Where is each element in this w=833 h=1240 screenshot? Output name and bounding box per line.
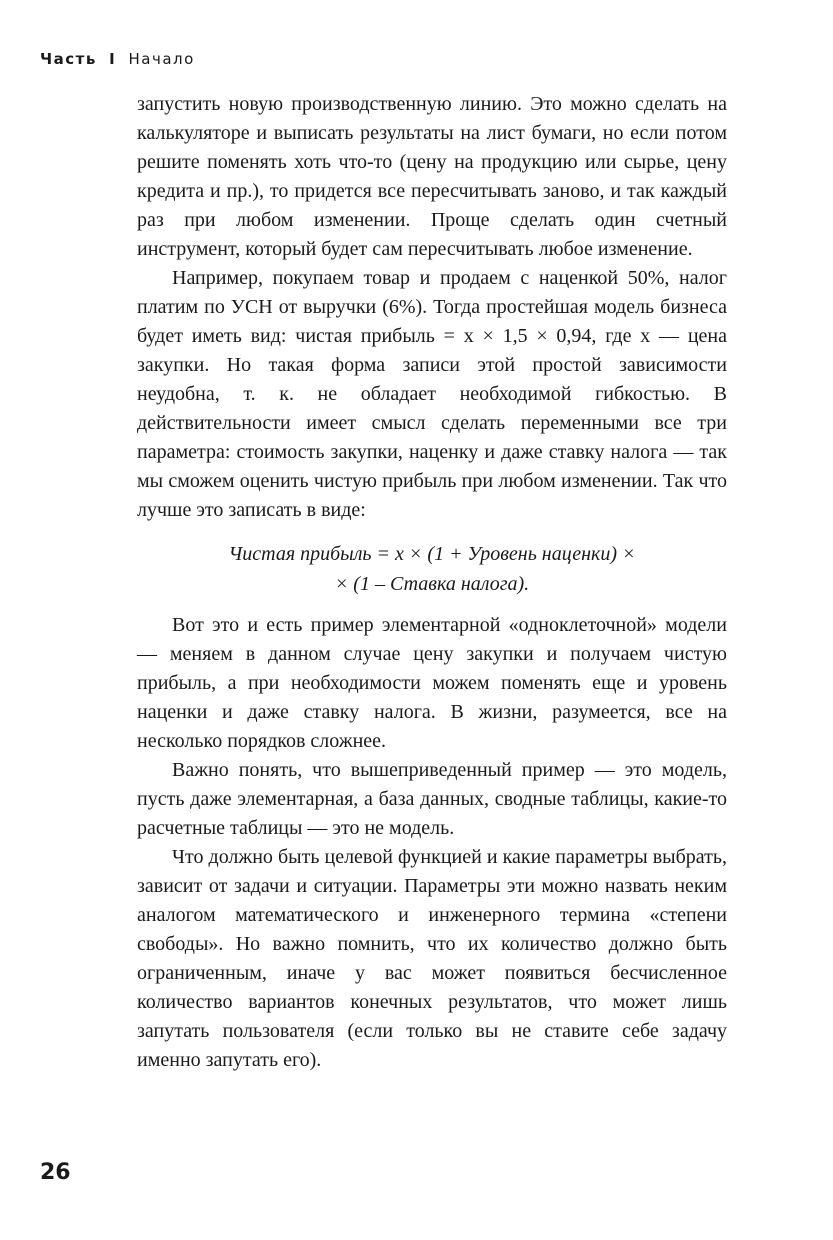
formula: [137, 539, 727, 599]
paragraph-3: Вот это и есть пример элементарной «одноклеточной» модели — меняем в данном случае цену закупки и получаем чистую прибыль, а при необходимости можем поменять еще и уровень наценки и даже ставку налога. В жизни, разумеется, все на несколько порядков сложнее.: [137, 614, 727, 752]
running-head-chapter: Начало: [128, 50, 195, 68]
page-number: 26: [40, 1160, 71, 1185]
running-head-part-number: I: [109, 50, 117, 68]
paragraph-2: Например, покупаем товар и продаем с наценкой 50%, налог платим по УСН от выручки (6%). Тогда простейшая модель бизнеса будет иметь вид: чистая прибыль = x × 1,5 × 0,94, где x — цена закупки. Но такая форма записи этой простой зависимости неудобна, т. к. не обладает необходимой гибкостью. В действительности имеет смысл сделать переменными все три параметра: стоимость закупки, наценку и даже ставку налога — так мы сможем оценить чистую прибыль при любом изменении. Так что лучше это записать в виде:: [137, 267, 727, 521]
formula-line-1: Чистая прибыль = x × (1 + Уровень наценки) ×: [228, 543, 636, 565]
paragraph-4: Важно понять, что вышеприведенный пример — это модель, пусть даже элементарная, а база данных, сводные таблицы, какие-то расчетные таблицы — это не модель.: [137, 759, 727, 839]
body-text: [137, 90, 727, 1075]
formula-line-2: × (1 – Ставка налога).: [334, 573, 530, 595]
paragraph-1: запустить новую производственную линию. Это можно сделать на калькуляторе и выписать результаты на лист бумаги, но если потом решите поменять хоть что-то (цену на продукцию или сырье, цену кредита и пр.), то придется все пересчитывать заново, и так каждый раз при любом изменении. Проще сделать один счетный инструмент, который будет сам пересчитывать любое изменение.: [137, 93, 727, 260]
running-head: [40, 50, 195, 68]
running-head-part: Часть: [40, 50, 97, 68]
paragraph-5: Что должно быть целевой функцией и какие параметры выбрать, зависит от задачи и ситуации. Параметры эти можно назвать неким аналогом математического и инженерного термина «степени свободы». Но важно помнить, что их количество должно быть ограниченным, иначе у вас может появиться бесчисленное количество вариантов конечных результатов, что может лишь запутать пользователя (если только вы не ставите себе задачу именно запутать его).: [137, 846, 727, 1071]
